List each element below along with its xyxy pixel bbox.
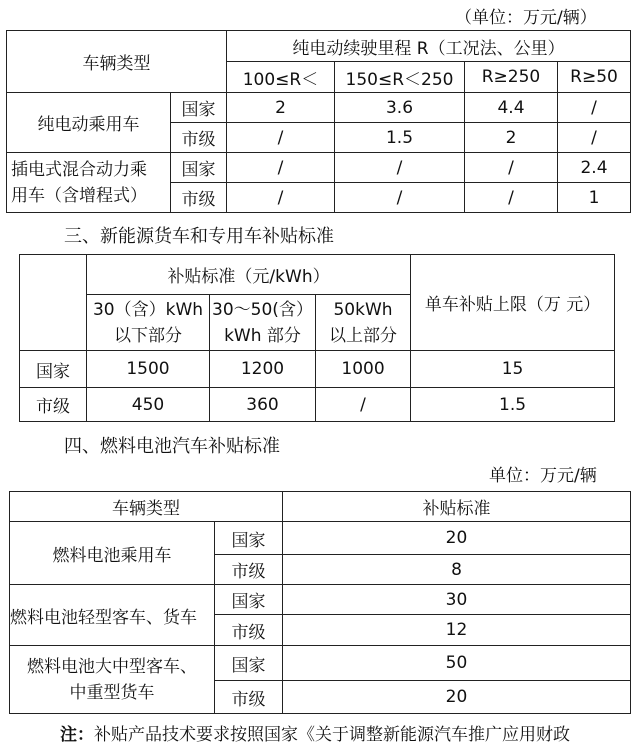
table-cell: 2 [227, 93, 335, 123]
table-cell: 4.4 [465, 93, 558, 123]
group-fc-passenger: 燃料电池乘用车 [10, 522, 215, 585]
table-cell: 8 [283, 555, 631, 585]
capacity-col-2-line1: 30～50(含） [212, 299, 313, 320]
table-cell: 50 [283, 646, 631, 681]
table-cell: / [465, 153, 558, 183]
capacity-col-3 [316, 295, 411, 351]
table-cell: 12 [283, 615, 631, 646]
vehicle-type-header: 车辆类型 [7, 31, 227, 93]
vehicle-type-header: 车辆类型 [10, 492, 283, 522]
level-label: 国家 [171, 93, 227, 123]
table-cell: 30 [283, 585, 631, 615]
level-label: 市级 [215, 615, 283, 646]
capacity-col-1-line2: 以下部分 [114, 325, 182, 346]
group-fc-heavy [10, 646, 215, 714]
ev-passenger-subsidy-table [6, 30, 631, 213]
table-cell: 1000 [316, 351, 411, 388]
table-cell: / [558, 93, 631, 123]
cap-header: 单车补贴上限（万 元） [411, 255, 615, 351]
table-cell: 1.5 [335, 123, 465, 153]
capacity-col-2-line2: kWh 部分 [224, 325, 301, 346]
footnote-text: 补贴产品技术要求按照国家《关于调整新能源汽车推广应用财政 [94, 725, 570, 745]
range-col-4: R≥50 [558, 62, 631, 93]
table-cell: / [335, 183, 465, 213]
group-fc-heavy-line1: 燃料电池大中型客车、 [27, 656, 197, 677]
level-label: 市级 [20, 388, 87, 422]
table-cell: / [465, 183, 558, 213]
table-cell: 450 [87, 388, 210, 422]
fuel-cell-subsidy-table [9, 491, 631, 714]
section-3-title: 三、新能源货车和专用车补贴标准 [64, 226, 334, 247]
blank-corner-cell [20, 255, 87, 351]
table-cell: 1200 [210, 351, 316, 388]
cap-cell: 15 [411, 351, 615, 388]
range-col-2: 150≤R＜250 [335, 62, 465, 93]
table-cell: / [335, 153, 465, 183]
level-label: 市级 [171, 183, 227, 213]
level-label: 国家 [215, 646, 283, 681]
group-phev-line1: 插电式混合动力乘 [11, 159, 147, 180]
range-col-3: R≥250 [465, 62, 558, 93]
level-label: 市级 [215, 681, 283, 714]
table-cell: / [227, 183, 335, 213]
group-phev-line2: 用车（含增程式） [11, 185, 147, 206]
group-fc-heavy-line2: 中重型货车 [69, 682, 155, 703]
table-cell: 3.6 [335, 93, 465, 123]
range-col-1: 100≤R＜ [227, 62, 335, 93]
level-label: 市级 [215, 555, 283, 585]
level-label: 国家 [215, 522, 283, 555]
table-cell: 1 [558, 183, 631, 213]
table-cell: / [227, 123, 335, 153]
truck-subsidy-table [19, 254, 615, 422]
table-cell: 360 [210, 388, 316, 422]
footnote-label: 注： [60, 725, 94, 745]
unit-label-top: （单位：万元/辆） [455, 8, 597, 28]
table-cell: 2.4 [558, 153, 631, 183]
capacity-col-3-line1: 50kWh [333, 299, 393, 320]
capacity-col-1 [87, 295, 210, 351]
table-cell: / [316, 388, 411, 422]
table-cell: 1500 [87, 351, 210, 388]
subsidy-standard-header: 补贴标准（元/kWh） [87, 255, 411, 295]
range-header: 纯电动续驶里程 R（工况法、公里） [227, 31, 631, 62]
table-cell: / [558, 123, 631, 153]
footnote [60, 720, 570, 745]
level-label: 国家 [20, 351, 87, 388]
table-cell: 20 [283, 522, 631, 555]
table-cell: 2 [465, 123, 558, 153]
group-phev-passenger [7, 153, 171, 213]
group-bev-passenger: 纯电动乘用车 [7, 93, 171, 153]
level-label: 国家 [171, 153, 227, 183]
capacity-col-2 [210, 295, 316, 351]
capacity-col-3-line2: 以上部分 [329, 325, 398, 346]
subsidy-standard-header: 补贴标准 [283, 492, 631, 522]
table-cell: / [227, 153, 335, 183]
capacity-col-1-line1: 30（含）kWh [92, 299, 204, 320]
cap-cell: 1.5 [411, 388, 615, 422]
level-label: 市级 [171, 123, 227, 153]
table-cell: 20 [283, 681, 631, 714]
section-4-title: 四、燃料电池汽车补贴标准 [64, 436, 280, 457]
level-label: 国家 [215, 585, 283, 615]
group-fc-light: 燃料电池轻型客车、货车 [10, 585, 215, 646]
unit-label-mid: 单位：万元/辆 [489, 466, 597, 486]
